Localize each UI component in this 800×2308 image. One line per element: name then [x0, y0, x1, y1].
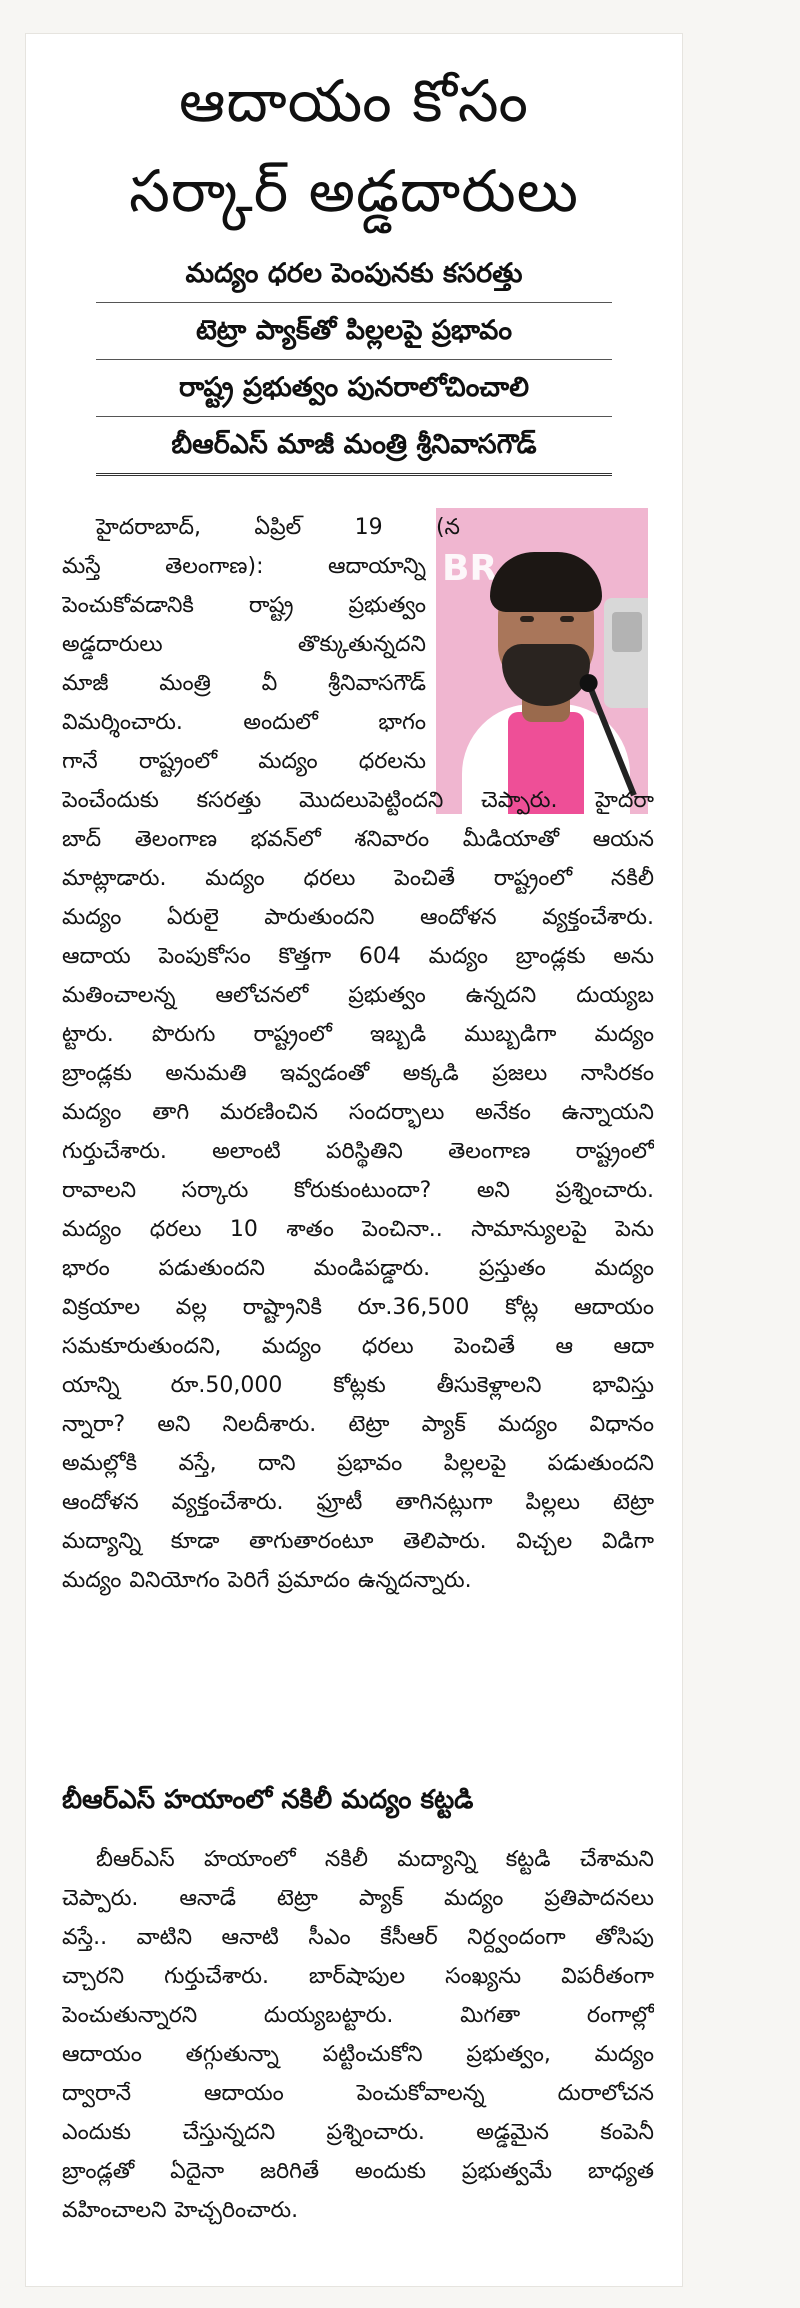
text-line: మతించాలన్న ఆలోచనలో ప్రభుత్వం ఉన్నదని దుయ్యబ: [62, 983, 654, 1008]
text-line: భారం పడుతుందని మండిపడ్డారు. ప్రస్తుతం మద్యం: [62, 1256, 654, 1281]
paragraph-1-narrow: [62, 508, 654, 781]
text-line: మద్యం తాగి మరణించిన సందర్భాలు అనేకం ఉన్నాయని: [62, 1100, 654, 1125]
text-line: అమల్లోకి వస్తే, దాని ప్రభావం పిల్లలపై పడుతుందని: [62, 1451, 654, 1476]
text-line: మస్తే తెలంగాణ): ఆదాయాన్ని: [62, 554, 426, 579]
headline: [26, 56, 682, 236]
headline-line: సర్కార్ అడ్డదారులు: [129, 157, 579, 225]
text-line: ఎందుకు చేస్తున్నదని ప్రశ్నించారు. అడ్డమైన కంపెనీ: [62, 2120, 654, 2145]
paragraph-2: [62, 1840, 654, 2230]
text-line: ద్వారానే ఆదాయం పెంచుకోవాలన్న దురాలోచన: [62, 2081, 654, 2106]
headline-line: ఆదాయం కోసం: [179, 67, 529, 135]
deck-line: మద్యం ధరల పెంపునకు కసరత్తు: [96, 246, 612, 303]
text-line: మద్యాన్ని కూడా తాగుతారంటూ తెలిపారు. విచ్చల విడిగా: [62, 1529, 654, 1554]
text-line: బ్రాండ్లతో ఏదైనా జరిగితే అందుకు ప్రభుత్వమే బాధ్యత: [62, 2159, 654, 2184]
text-line: మద్యం ధరలు 10 శాతం పెంచినా.. సామాన్యులపై పెను: [62, 1217, 654, 1242]
deck-list: [96, 246, 612, 476]
text-line: బ్రాండ్లకు అనుమతి ఇవ్వడంతో అక్కడి ప్రజలు నాసిరకం: [62, 1061, 654, 1086]
deck-line: టెట్రా ప్యాక్‌తో పిల్లలపై ప్రభావం: [96, 303, 612, 360]
text-line: మాజీ మంత్రి వీ శ్రీనివాసగౌడ్: [62, 671, 426, 696]
text-line: గానే రాష్ట్రంలో మద్యం ధరలను: [62, 749, 426, 774]
text-line: ఆదాయం తగ్గుతున్నా పట్టించుకోని ప్రభుత్వం, మద్యం: [62, 2042, 654, 2067]
text-line: ఆదాయ పెంపుకోసం కొత్తగా 604 మద్యం బ్రాండ్లకు అను: [62, 944, 654, 969]
text-line: విక్రయాల వల్ల రాష్ట్రానికి రూ.36,500 కోట్ల ఆదాయం: [62, 1295, 654, 1320]
text-line: హైదరాబాద్, ఏప్రిల్ 19 (న: [96, 515, 460, 540]
text-line: చెప్పారు. ఆనాడే టెట్రా ప్యాక్ మద్యం ప్రతిపాదనలు: [62, 1886, 654, 1911]
text-line: మద్యం ఏరులై పారుతుందని ఆందోళన వ్యక్తంచేశారు.: [62, 905, 654, 930]
news-clipping: [26, 34, 682, 2286]
text-line: ట్టారు. పొరుగు రాష్ట్రంలో ఇబ్బడి ముబ్బడిగా మద్యం: [62, 1022, 654, 1047]
subheading: బీఆర్‌ఎస్ హయాంలో నకిలీ మద్యం కట్టడి: [62, 1785, 474, 1815]
text-line: సమకూరుతుందని, మద్యం ధరలు పెంచితే ఆ ఆదా: [62, 1334, 654, 1359]
deck-line: రాష్ట్ర ప్రభుత్వం పునరాలోచించాలి: [96, 360, 612, 417]
text-line: వస్తే.. వాటిని ఆనాటి సీఎం కేసీఆర్ నిర్ద్వందంగా తోసిపు: [62, 1925, 654, 1950]
text-line: పెంచుకోవడానికి రాష్ట్ర ప్రభుత్వం: [62, 593, 426, 618]
text-line: రావాలని సర్కారు కోరుకుంటుందా? అని ప్రశ్నించారు.: [62, 1178, 654, 1203]
text-line: గుర్తుచేశారు. అలాంటి పరిస్థితిని తెలంగాణ రాష్ట్రంలో: [62, 1139, 654, 1164]
text-line: పెంచుతున్నారని దుయ్యబట్టారు. మిగతా రంగాల్లో: [62, 2003, 654, 2028]
text-line: యాన్ని రూ.50,000 కోట్లకు తీసుకెళ్లాలని భావిస్తు: [62, 1373, 654, 1398]
text-line: బాద్ తెలంగాణ భవన్‌లో శనివారం మీడియాతో ఆయన: [62, 827, 654, 852]
text-line: మాట్లాడారు. మద్యం ధరలు పెంచితే రాష్ట్రంలో నకిలీ: [62, 866, 654, 891]
text-line: విమర్శించారు. అందులో భాగం: [62, 710, 426, 735]
text-line: చ్చారని గుర్తుచేశారు. బార్‌షాపుల సంఖ్యను విపరీతంగా: [62, 1964, 654, 1989]
deck-line: బీఆర్‌ఎస్ మాజీ మంత్రి శ్రీనివాసగౌడ్: [96, 417, 612, 476]
text-line: వహించాలని హెచ్చరించారు.: [62, 2198, 299, 2223]
text-line: న్నారా? అని నిలదీశారు. టెట్రా ప్యాక్ మద్యం విధానం: [62, 1412, 654, 1437]
text-line: బీఆర్‌ఎస్ హయాంలో నకిలీ మద్యాన్ని కట్టడి చేశామని: [96, 1847, 654, 1872]
text-line: ఆందోళన వ్యక్తంచేశారు. ఫ్రూటీ తాగినట్లుగా పిల్లలు టెట్రా: [62, 1490, 654, 1515]
paragraph-1-full: [62, 781, 654, 1600]
text-line: మద్యం వినియోగం పెరిగే ప్రమాదం ఉన్నదన్నారు.: [62, 1568, 472, 1593]
backdrop-logo-text: BR: [442, 548, 498, 589]
text-line: అడ్డదారులు తొక్కుతున్నదని: [62, 632, 426, 657]
text-line: పెంచేందుకు కసరత్తు మొదలుపెట్టిందని చెప్పారు. హైదరా: [62, 788, 654, 813]
